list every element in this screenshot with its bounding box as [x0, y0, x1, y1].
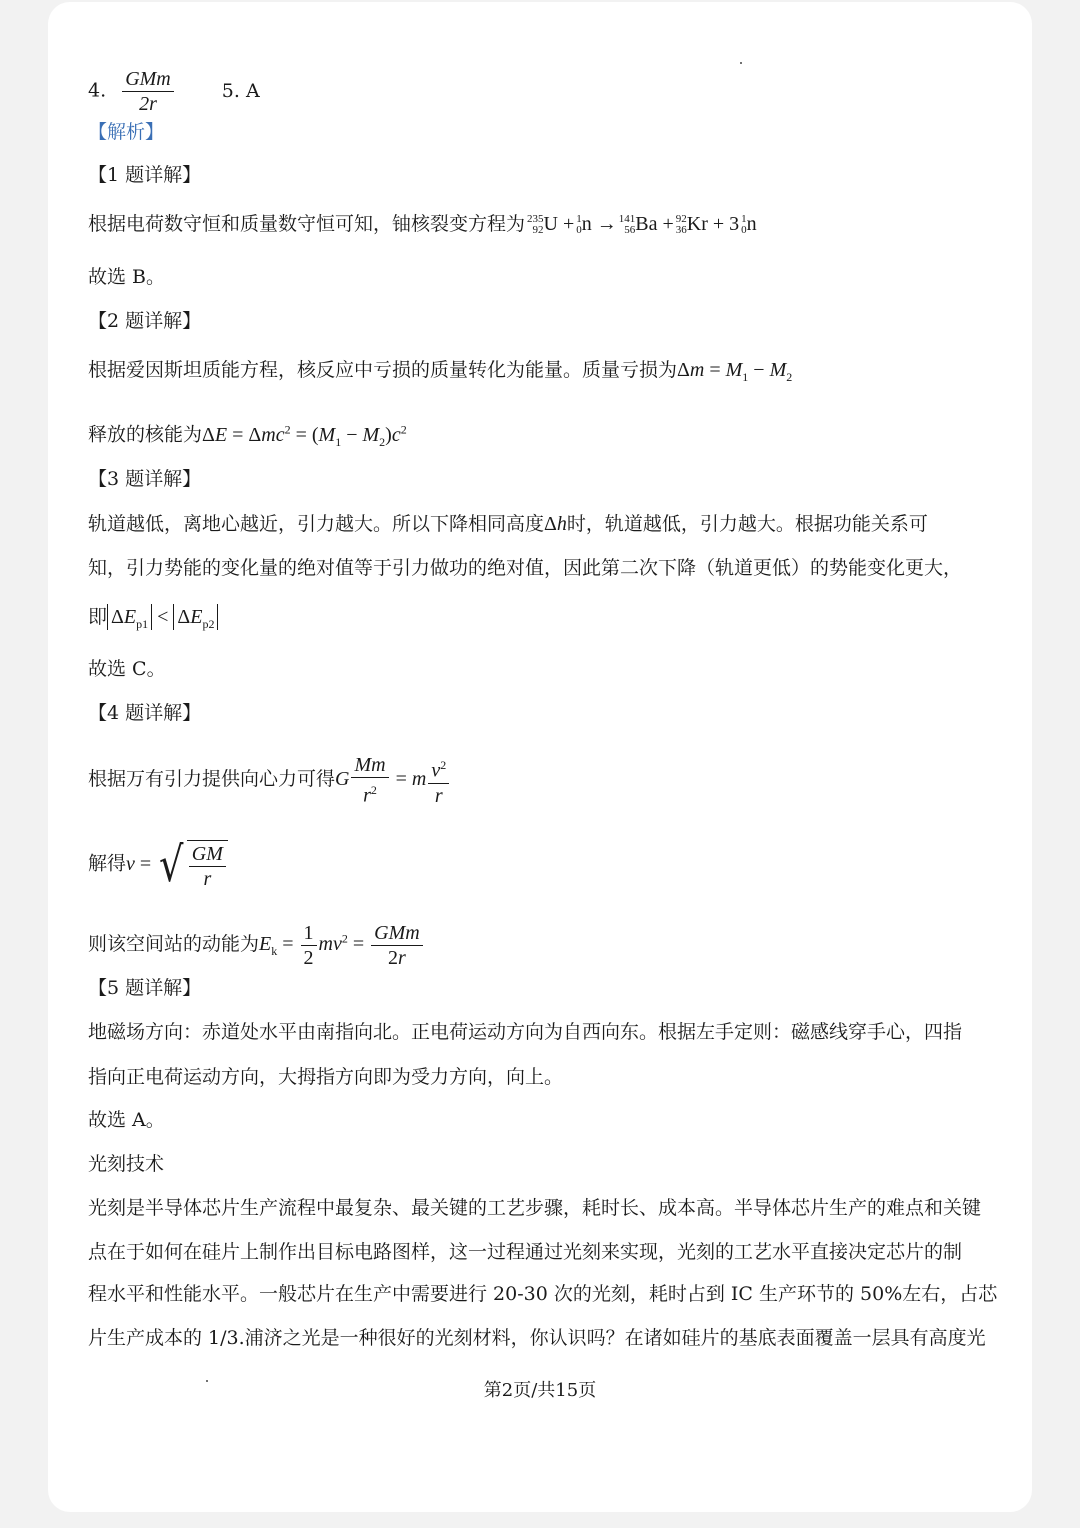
section-4-header: 【4 题详解】 — [88, 702, 202, 724]
fission-equation: 235 92 U + 1 0 n → 141 56 Ba + 92 36 Kr + 3 1 0 n — [527, 213, 757, 237]
section-2-header: 【2 题详解】 — [88, 310, 202, 332]
section-4-line-2 — [88, 837, 228, 893]
section-1-header: 【1 题详解】 — [88, 164, 202, 186]
passage-line: 程水平和性能水平。一般芯片在生产中需要进行 20-30 次的光刻，耗时占到 IC 生产环节的 50%左右，占芯 — [88, 1283, 998, 1305]
energy-formula: $\Delta E = \Delta mc^2 = (M_1 - M_2)c^2$ — [202, 422, 407, 449]
passage-line: 片生产成本的 1/3.浦济之光是一种很好的光刻材料，你认识吗？在诸如硅片的基底表面覆盖一层具有高度光 — [88, 1327, 986, 1349]
kinetic-energy-formula: $E_k$ = $\frac{1}{2}$ $mv^2$ = $\frac{\text{GMm}}{2r}$ — [259, 933, 425, 955]
section-1-conclusion: 故选 B。 — [88, 266, 166, 288]
section-5-line-2: 指向正电荷运动方向，大拇指方向即为受力方向，向上。 — [88, 1066, 564, 1088]
section-3-line-2: 知，引力势能的变化量的绝对值等于引力做功的绝对值，因此第二次下降（轨道更低）的势能变化更大， — [88, 557, 963, 579]
gravity-equation: G $\frac{Mm}{r^2}$ = m $\frac{v^2}{r}$ — [335, 768, 451, 790]
section-3-line-1 — [88, 512, 928, 536]
q4-denominator: 2r — [139, 93, 157, 115]
potential-energy-inequality: $\Delta E_{p1} < \Delta E_{p2}$ — [107, 604, 218, 630]
section-5-header: 【5 题详解】 — [88, 977, 202, 999]
passage-title: 光刻技术 — [88, 1153, 165, 1175]
section-5-conclusion: 故选 A。 — [88, 1109, 165, 1131]
section-2-text-1: 根据爱因斯坦质能方程，核反应中亏损的质量转化为能量。质量亏损为 — [88, 359, 678, 381]
section-1-line-1 — [88, 212, 757, 236]
speck — [740, 62, 742, 64]
passage-line: 点在于如何在硅片上制作出目标电路图样，这一过程通过光刻来实现，光刻的工艺水平直接决定芯片的制 — [88, 1241, 963, 1263]
q4-numerator: GMm — [122, 68, 174, 92]
section-3-header: 【3 题详解】 — [88, 468, 202, 490]
section-4-text-1: 根据万有引力提供向心力可得 — [88, 767, 336, 790]
velocity-formula: v = √ $\frac{GM}{r}$ — [126, 853, 228, 875]
section-2-text-2: 释放的核能为 — [88, 423, 203, 446]
section-4-line-1 — [88, 754, 451, 807]
section-4-text-2: 解得 — [88, 852, 127, 875]
page-footer: 第2页/共15页 — [483, 1380, 597, 1401]
section-4-line-3 — [88, 922, 425, 969]
answers-line — [88, 68, 260, 115]
section-2-line-2 — [88, 417, 407, 454]
passage-line: 光刻是半导体芯片生产流程中最复杂、最关键的工艺步骤，耗时长、成本高。半导体芯片生产的难点和关键 — [88, 1197, 982, 1219]
section-3-text-1a: 轨道越低，离地心越近，引力越大。所以下降相同高度 — [88, 513, 545, 535]
section-3-line-3 — [88, 605, 218, 636]
q5-answer: 5. A — [221, 79, 260, 102]
section-3-text-3: 即 — [88, 606, 108, 628]
section-4-text-3: 则该空间站的动能为 — [88, 933, 260, 956]
section-1-text: 根据电荷数守恒和质量数守恒可知，铀核裂变方程为 — [88, 213, 526, 235]
mass-defect-formula: $\Delta m = M_1 - M_2$ — [677, 359, 793, 384]
section-3-conclusion: 故选 C。 — [88, 658, 166, 680]
section-5-line-1: 地磁场方向：赤道处水平由南指向北。正电荷运动方向为自西向东。根据左手定则：磁感线穿手心，四指 — [88, 1021, 963, 1043]
section-2-line-1 — [88, 358, 792, 389]
q4-label: 4. — [88, 79, 107, 102]
q4-answer-fraction — [122, 68, 174, 115]
section-3-text-1b: 时，轨道越低，引力越大。根据功能关系可 — [566, 513, 928, 535]
analysis-label: 【解析】 — [88, 121, 165, 143]
delta-h: Δh — [544, 513, 567, 535]
